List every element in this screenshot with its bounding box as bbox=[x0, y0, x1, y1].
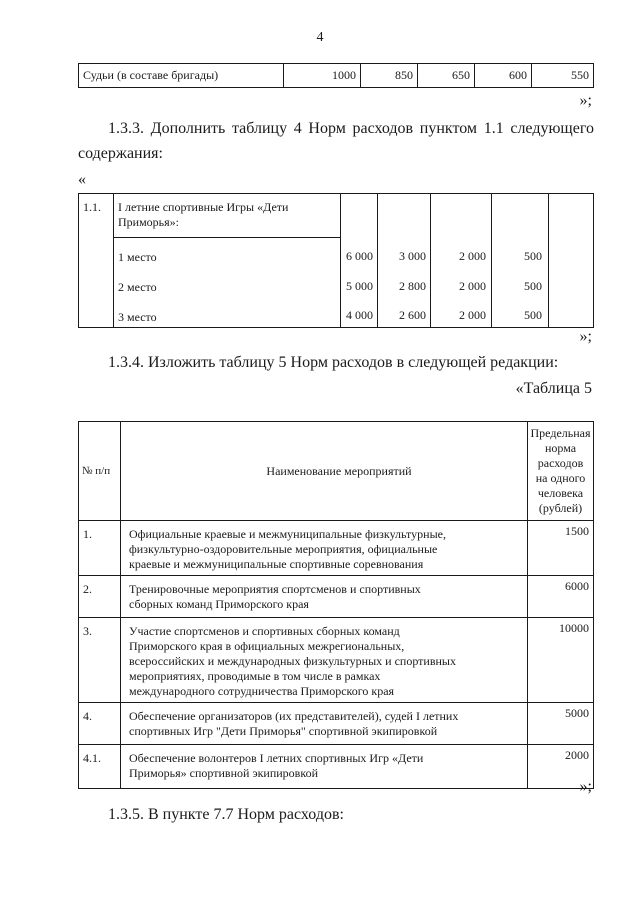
row-name-line: спортивных Игр "Дети Приморья" спортивной экипировкой bbox=[129, 724, 438, 738]
paragraph-1-3-5: 1.3.5. В пункте 7.7 Норм расходов: bbox=[108, 806, 344, 823]
row-name-line: физкультурно-оздоровительные мероприятия, официальные bbox=[129, 542, 438, 556]
paragraph-1-3-3: 1.3.3. Дополнить таблицу 4 Норм расходов пунктом 1.1 следующего bbox=[108, 120, 594, 137]
cell-value: 4 000 bbox=[346, 308, 373, 322]
table-row bbox=[79, 64, 594, 88]
table-row bbox=[79, 194, 594, 238]
row-name bbox=[121, 703, 528, 745]
end-mark: »; bbox=[579, 92, 592, 109]
col-1 bbox=[341, 194, 378, 328]
row-name-line: Обеспечение волонтеров I летних спортивных Игр «Дети bbox=[129, 751, 424, 765]
row-label: 1 место bbox=[114, 238, 341, 268]
header-norm-line: (рублей) bbox=[538, 501, 583, 515]
row-name-line: Приморья» спортивной экипировкой bbox=[129, 766, 318, 780]
col-3 bbox=[431, 194, 492, 328]
row-value: 6000 bbox=[528, 576, 594, 618]
cell-value: 500 bbox=[524, 279, 542, 293]
cell-value: 5 000 bbox=[346, 279, 373, 293]
row-name bbox=[121, 745, 528, 789]
cell-value: 1000 bbox=[284, 64, 361, 88]
row-name-line: Тренировочные мероприятия спортсменов и спортивных bbox=[129, 582, 421, 596]
end-mark: »; bbox=[579, 778, 592, 795]
col-5 bbox=[549, 194, 594, 328]
cell-value: 600 bbox=[475, 64, 532, 88]
cell-value: 2 000 bbox=[459, 279, 486, 293]
header-norm-line: на одного bbox=[535, 471, 586, 485]
row-value: 1500 bbox=[528, 521, 594, 576]
header-num: № п/п bbox=[79, 422, 121, 521]
header-norm-line: человека bbox=[537, 486, 584, 500]
cell-value: 2 800 bbox=[399, 279, 426, 293]
open-quote: « bbox=[78, 171, 86, 188]
row-name-line: сборных команд Приморского края bbox=[129, 597, 309, 611]
row-num: 4. bbox=[79, 703, 121, 745]
table-5 bbox=[78, 421, 594, 789]
row-name-line: Приморского края в официальных межрегиональных, bbox=[129, 639, 405, 653]
item-number: 1.1. bbox=[79, 194, 114, 328]
table-row bbox=[79, 703, 594, 745]
row-name-line: Официальные краевые и межмуниципальные физкультурные, bbox=[129, 527, 446, 541]
row-name-line: международного сотрудничества Приморского края bbox=[129, 684, 395, 698]
header-norm-line: Предельная bbox=[530, 426, 591, 440]
table-row bbox=[79, 745, 594, 789]
cell-value: 550 bbox=[532, 64, 594, 88]
row-label: Судьи (в составе бригады) bbox=[79, 64, 284, 88]
row-label: 2 место bbox=[114, 268, 341, 298]
top-table bbox=[78, 63, 594, 88]
row-value: 5000 bbox=[528, 703, 594, 745]
row-name bbox=[121, 618, 528, 703]
cell-value: 500 bbox=[524, 308, 542, 322]
paragraph-1-3-3-cont: содержания: bbox=[78, 145, 163, 162]
cell-value: 850 bbox=[361, 64, 418, 88]
header-norm bbox=[528, 422, 594, 521]
header-name: Наименование мероприятий bbox=[121, 422, 528, 521]
item-title-line: I летние спортивные Игры «Дети bbox=[118, 200, 289, 214]
cell-value: 2 600 bbox=[399, 308, 426, 322]
cell-value: 2 000 bbox=[459, 249, 486, 263]
row-num: 2. bbox=[79, 576, 121, 618]
paragraph-1-3-4: 1.3.4. Изложить таблицу 5 Норм расходов в следующей редакции: bbox=[108, 354, 559, 371]
header-norm-line: норма расходов bbox=[537, 441, 584, 470]
item-title bbox=[114, 194, 341, 238]
row-name bbox=[121, 576, 528, 618]
table-header-row bbox=[79, 422, 594, 521]
row-name-line: всероссийских и международных физкультурных и спортивных bbox=[129, 654, 456, 668]
table-4-item bbox=[78, 193, 594, 328]
item-title-line: Приморья»: bbox=[118, 215, 180, 229]
table-5-caption: «Таблица 5 bbox=[515, 380, 592, 397]
page-number: 4 bbox=[316, 30, 324, 45]
row-num: 4.1. bbox=[79, 745, 121, 789]
table-row bbox=[79, 618, 594, 703]
cell-value: 650 bbox=[418, 64, 475, 88]
col-2 bbox=[378, 194, 431, 328]
row-num: 1. bbox=[79, 521, 121, 576]
row-name-line: краевые и межмуниципальные спортивные соревнования bbox=[129, 557, 424, 571]
cell-value: 6 000 bbox=[346, 249, 373, 263]
row-name bbox=[121, 521, 528, 576]
row-label: 3 место bbox=[114, 298, 341, 328]
row-value: 10000 bbox=[528, 618, 594, 703]
col-4 bbox=[492, 194, 549, 328]
cell-value: 500 bbox=[524, 249, 542, 263]
row-name-line: Обеспечение организаторов (их представителей), судей I летних bbox=[129, 709, 459, 723]
row-name-line: мероприятиях, проводимые в том числе в рамках bbox=[129, 669, 381, 683]
end-mark: »; bbox=[579, 328, 592, 345]
row-name-line: Участие спортсменов и спортивных сборных команд bbox=[129, 624, 400, 638]
row-num: 3. bbox=[79, 618, 121, 703]
cell-value: 2 000 bbox=[459, 308, 486, 322]
row-value: 2000 bbox=[528, 745, 594, 789]
table-row bbox=[79, 576, 594, 618]
table-row bbox=[79, 521, 594, 576]
cell-value: 3 000 bbox=[399, 249, 426, 263]
